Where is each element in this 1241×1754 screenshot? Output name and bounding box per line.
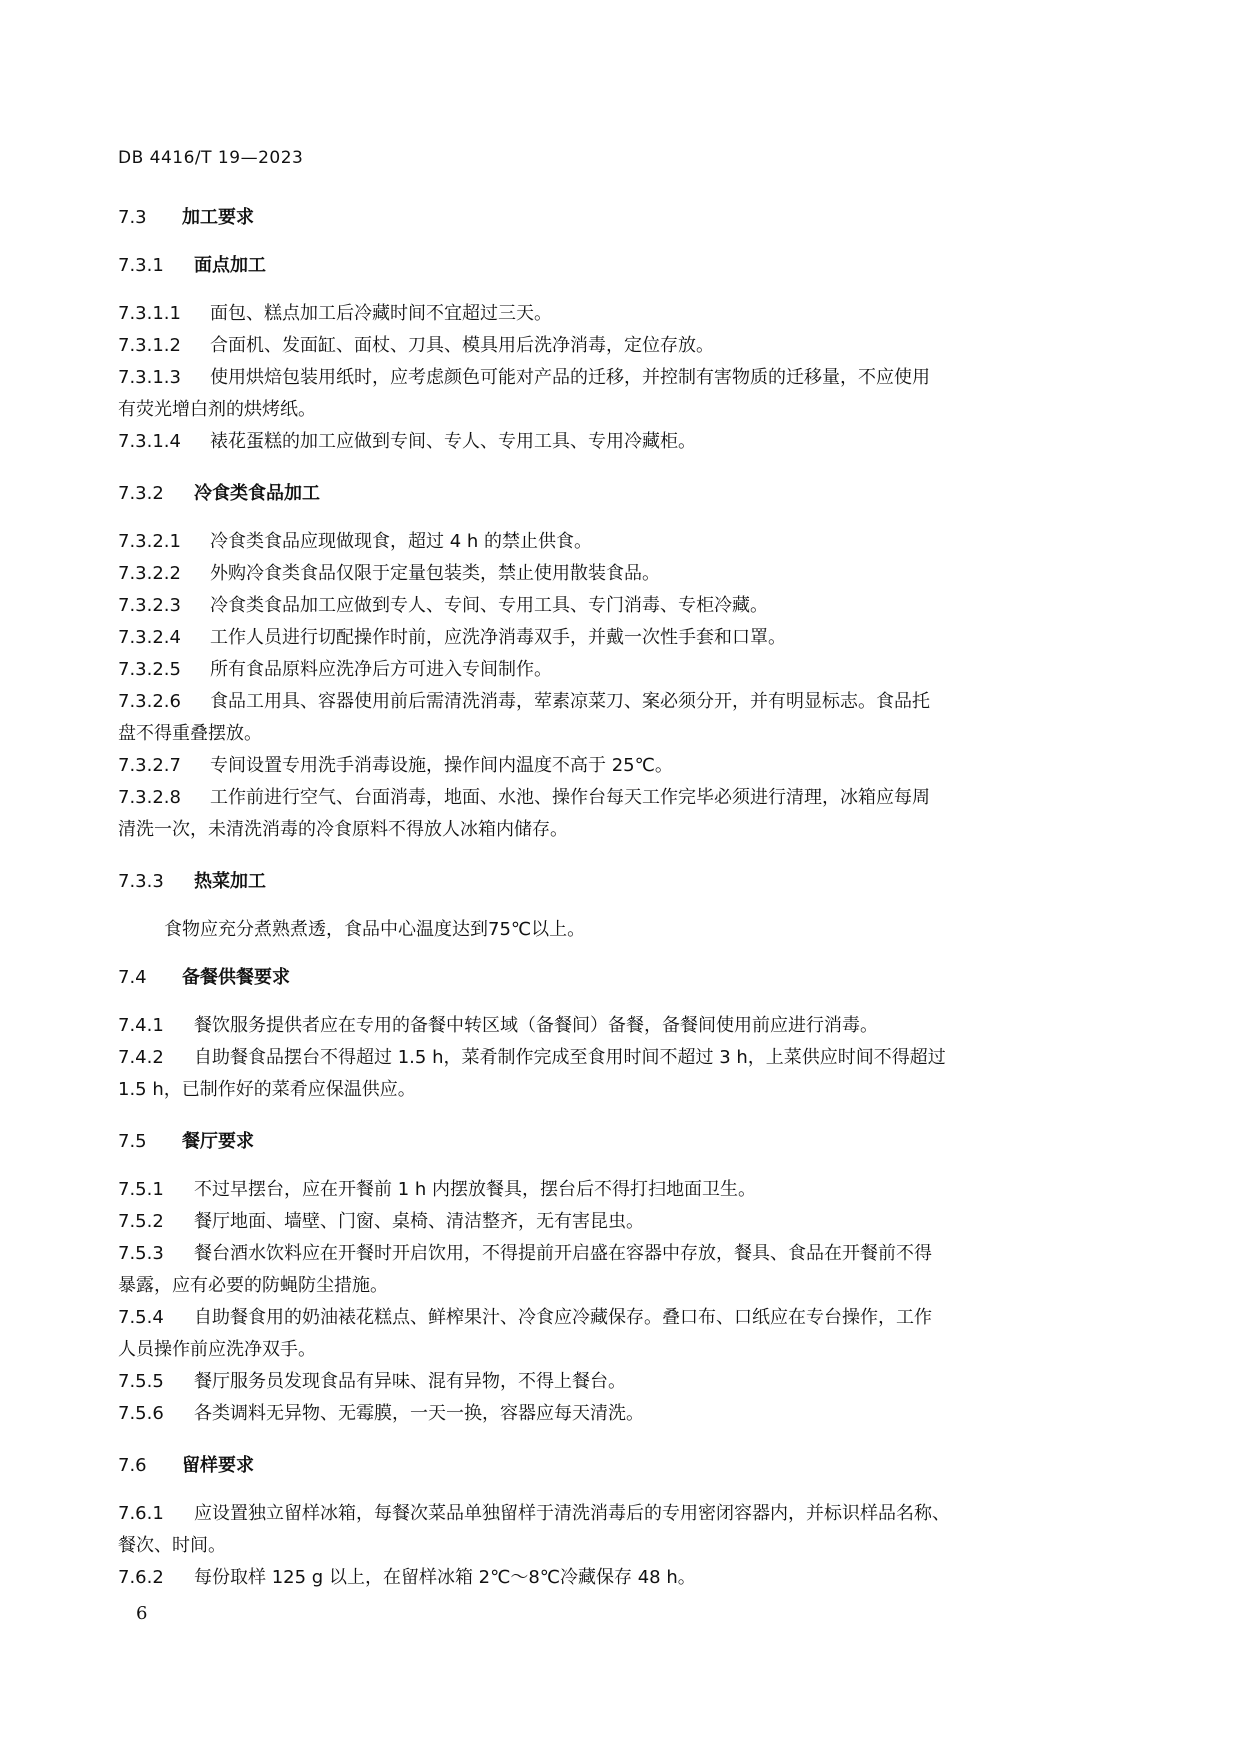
clause-text: 不过早摆台，应在开餐前 1 h 内摆放餐具，摆台后不得打扫地面卫生。 (194, 1179, 757, 1200)
section-number: 7.3.1 (118, 255, 164, 276)
clause-number: 7.3.2.6 (118, 691, 181, 712)
clause-text-continued: 有荧光增白剂的烘烤纸。 (118, 399, 316, 420)
document-code: DB 4416/T 19—2023 (118, 148, 304, 168)
clause-text: 面包、糕点加工后冷藏时间不宜超过三天。 (210, 303, 552, 324)
section-title: 餐厅要求 (182, 1131, 254, 1152)
section-number: 7.6 (118, 1455, 147, 1476)
clause-text: 自助餐食品摆台不得超过 1.5 h，菜肴制作完成至食用时间不超过 3 h，上菜供应时间不得超过 (194, 1047, 946, 1068)
clause-text: 使用烘焙包装用纸时，应考虑颜色可能对产品的迁移，并控制有害物质的迁移量，不应使用 (210, 367, 930, 388)
clause-number: 7.3.1.2 (118, 335, 181, 356)
section-number: 7.5 (118, 1131, 147, 1152)
clause-number: 7.5.5 (118, 1371, 164, 1392)
clause-item (118, 782, 1098, 814)
clause-text: 各类调料无异物、无霉膜，一天一换，容器应每天清洗。 (194, 1403, 644, 1424)
clause-text: 合面机、发面缸、面杖、刀具、模具用后洗净消毒，定位存放。 (210, 335, 714, 356)
clause-text: 工作人员进行切配操作时前，应洗净消毒双手，并戴一次性手套和口罩。 (210, 627, 786, 648)
clause-text: 每份取样 125 g 以上，在留样冰箱 2℃～8℃冷藏保存 48 h。 (194, 1567, 696, 1588)
section-title: 加工要求 (182, 207, 254, 228)
clause-text: 冷食类食品应现做现食，超过 4 h 的禁止供食。 (210, 531, 593, 552)
clause-number: 7.5.3 (118, 1243, 164, 1264)
clause-number: 7.4.2 (118, 1047, 164, 1068)
section-title: 热菜加工 (194, 871, 266, 892)
clause-text-continued: 餐次、时间。 (118, 1535, 226, 1556)
clause-item (118, 1498, 1098, 1530)
clause-item (118, 590, 1098, 622)
clause-item (118, 426, 1098, 458)
section-number: 7.3.3 (118, 871, 164, 892)
clause-item (118, 298, 1098, 330)
clause-text: 外购冷食类食品仅限于定量包装类，禁止使用散装食品。 (210, 563, 660, 584)
section-heading (118, 202, 1098, 234)
clause-number: 7.3.1.3 (118, 367, 181, 388)
clause-number: 7.4.1 (118, 1015, 164, 1036)
clause-number: 7.3.2.4 (118, 627, 181, 648)
section-number: 7.3.2 (118, 483, 164, 504)
clause-number: 7.5.1 (118, 1179, 164, 1200)
clause-text: 食品工用具、容器使用前后需清洗消毒，荤素凉菜刀、案必须分开，并有明显标志。食品托 (210, 691, 930, 712)
clause-number: 7.3.2.3 (118, 595, 181, 616)
clause-text: 自助餐食用的奶油裱花糕点、鲜榨果汁、冷食应冷藏保存。叠口布、口纸应在专台操作，工作 (194, 1307, 932, 1328)
clause-item (118, 686, 1098, 718)
clause-number: 7.5.6 (118, 1403, 164, 1424)
section-heading (118, 250, 1098, 282)
clause-text: 所有食品原料应洗净后方可进入专间制作。 (210, 659, 552, 680)
clause-number: 7.3.1.1 (118, 303, 181, 324)
clause-number: 7.6.2 (118, 1567, 164, 1588)
clause-text: 裱花蛋糕的加工应做到专间、专人、专用工具、专用冷藏柜。 (210, 431, 696, 452)
clause-text-continued: 盘不得重叠摆放。 (118, 723, 262, 744)
clause-text: 工作前进行空气、台面消毒，地面、水池、操作台每天工作完毕必须进行清理，冰箱应每周 (210, 787, 930, 808)
clause-text: 冷食类食品加工应做到专人、专间、专用工具、专门消毒、专柜冷藏。 (210, 595, 768, 616)
clause-item (118, 1174, 1098, 1206)
clause-text-continued: 人员操作前应洗净双手。 (118, 1339, 316, 1360)
clause-text: 餐饮服务提供者应在专用的备餐中转区域（备餐间）备餐，备餐间使用前应进行消毒。 (194, 1015, 878, 1036)
clause-item (118, 622, 1098, 654)
section-heading (118, 962, 1098, 994)
clause-item (118, 1010, 1098, 1042)
clause-number: 7.5.2 (118, 1211, 164, 1232)
clause-number: 7.3.2.7 (118, 755, 181, 776)
paragraph: 食物应充分煮熟煮透，食品中心温度达到75℃以上。 (164, 919, 586, 940)
section-title: 备餐供餐要求 (182, 967, 290, 988)
section-title: 冷食类食品加工 (194, 483, 320, 504)
clause-item (118, 1562, 1098, 1594)
clause-number: 7.3.2.1 (118, 531, 181, 552)
clause-number: 7.3.1.4 (118, 431, 181, 452)
clause-item (118, 1366, 1098, 1398)
clause-item (118, 1042, 1098, 1074)
clause-item (118, 362, 1098, 394)
section-title: 面点加工 (194, 255, 266, 276)
section-heading (118, 1450, 1098, 1482)
clause-item (118, 558, 1098, 590)
clause-text-continued: 暴露，应有必要的防蝇防尘措施。 (118, 1275, 388, 1296)
clause-text-continued: 清洗一次，未清洗消毒的冷食原料不得放人冰箱内储存。 (118, 819, 568, 840)
clause-item (118, 1238, 1098, 1270)
clause-item (118, 1302, 1098, 1334)
clause-item (118, 1398, 1098, 1430)
clause-number: 7.3.2.8 (118, 787, 181, 808)
clause-number: 7.5.4 (118, 1307, 164, 1328)
section-heading (118, 478, 1098, 510)
section-number: 7.4 (118, 967, 147, 988)
clause-number: 7.6.1 (118, 1503, 164, 1524)
clause-text: 专间设置专用洗手消毒设施，操作间内温度不高于 25℃。 (210, 755, 673, 776)
page-number: 6 (136, 1603, 148, 1624)
clause-item (118, 750, 1098, 782)
clause-item (118, 1206, 1098, 1238)
section-title: 留样要求 (182, 1455, 254, 1476)
clause-item (118, 526, 1098, 558)
section-heading (118, 1126, 1098, 1158)
clause-text: 餐厅地面、墙壁、门窗、桌椅、清洁整齐，无有害昆虫。 (194, 1211, 644, 1232)
clause-text: 餐厅服务员发现食品有异味、混有异物，不得上餐台。 (194, 1371, 626, 1392)
clause-number: 7.3.2.5 (118, 659, 181, 680)
document-body (118, 198, 1098, 1594)
clause-item (118, 654, 1098, 686)
section-heading (118, 866, 1098, 898)
section-number: 7.3 (118, 207, 147, 228)
clause-text: 应设置独立留样冰箱，每餐次菜品单独留样于清洗消毒后的专用密闭容器内，并标识样品名称、 (194, 1503, 950, 1524)
clause-number: 7.3.2.2 (118, 563, 181, 584)
clause-text-continued: 1.5 h，已制作好的菜肴应保温供应。 (118, 1079, 416, 1100)
clause-item (118, 330, 1098, 362)
clause-text: 餐台酒水饮料应在开餐时开启饮用，不得提前开启盛在容器中存放，餐具、食品在开餐前不得 (194, 1243, 932, 1264)
